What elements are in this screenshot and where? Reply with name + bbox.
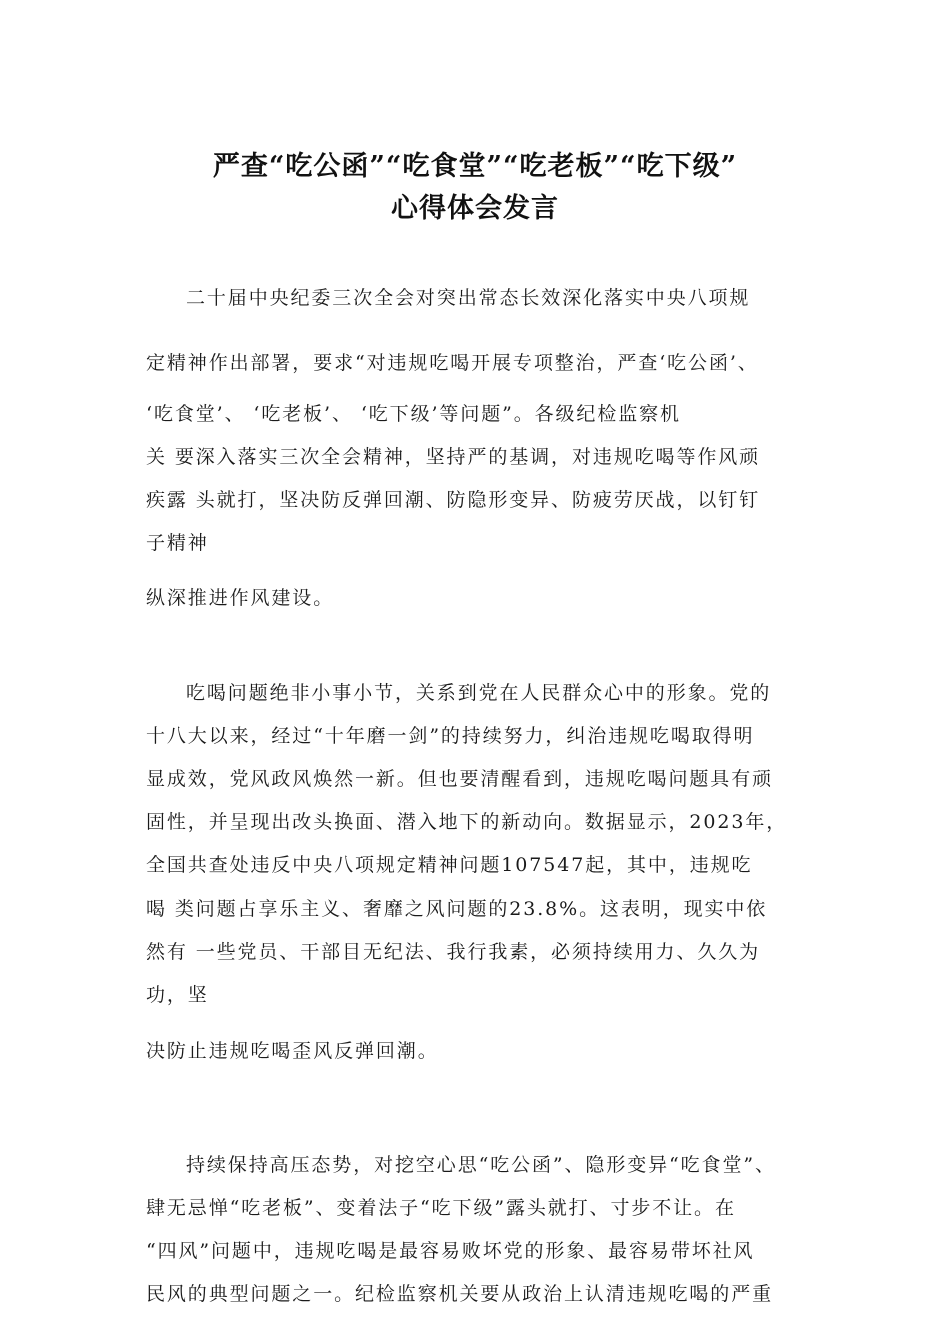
text-line: 显成效，党风政风焕然一新。但也要清醒看到，违规吃喝问题具有顽: [146, 768, 774, 790]
text-line: 然有 一些党员、干部目无纪法、我行我素，必须持续用力、久久为: [146, 941, 761, 963]
document-title-line-2: 心得体会发言: [391, 193, 559, 224]
text-line: 关 要深入落实三次全会精神，坚持严的基调，对违规吃喝等作风顽: [146, 446, 761, 468]
text-line: 功，坚: [146, 984, 209, 1006]
text-line: 固性，并呈现出改头换面、潜入地下的新动向。数据显示，2023年，: [146, 811, 788, 833]
text-line: 定精神作出部署，要求“对违规吃喝开展专项整治，严查‘吃公函’、: [146, 352, 759, 374]
text-line: 纵深推进作风建设。: [146, 587, 335, 609]
text-line: 民风的典型问题之一。纪检监察机关要从政治上认清违规吃喝的严重: [146, 1283, 774, 1305]
text-line: “四风”问题中，违规吃喝是最容易败坏党的形象、最容易带坏社风: [146, 1240, 755, 1262]
text-line: 二十届中央纪委三次全会对突出常态长效深化落实中央八项规: [186, 287, 751, 309]
text-line: 吃喝问题绝非小事小节，关系到党在人民群众心中的形象。党的: [186, 682, 772, 704]
text-line: 全国共查处违反中央八项规定精神问题107547起，其中，违规吃: [146, 854, 753, 876]
text-line: 子精神: [146, 532, 209, 554]
text-line: 肆无忌惮“吃老板”、变着法子“吃下级”露头就打、寸步不让。在: [146, 1197, 736, 1219]
text-line: 持续保持高压态势，对挖空心思“吃公函”、隐形变异“吃食堂”、: [186, 1154, 776, 1176]
document-title-line-1: 严查“吃公函”“吃食堂”“吃老板”“吃下级”: [212, 151, 738, 182]
text-line: 喝 类问题占享乐主义、奢靡之风问题的23.8%。这表明，现实中依: [146, 898, 768, 920]
text-line: 十八大以来，经过“十年磨一剑”的持续努力，纠治违规吃喝取得明: [146, 725, 755, 747]
text-line: 决防止违规吃喝歪风反弹回潮。: [146, 1040, 439, 1062]
text-line: 疾露 头就打，坚决防反弹回潮、防隐形变异、防疲劳厌战，以钉钉: [146, 489, 761, 511]
text-line: ‘吃食堂’、 ‘吃老板’、 ‘吃下级’等问题”。各级纪检监察机: [146, 403, 681, 425]
